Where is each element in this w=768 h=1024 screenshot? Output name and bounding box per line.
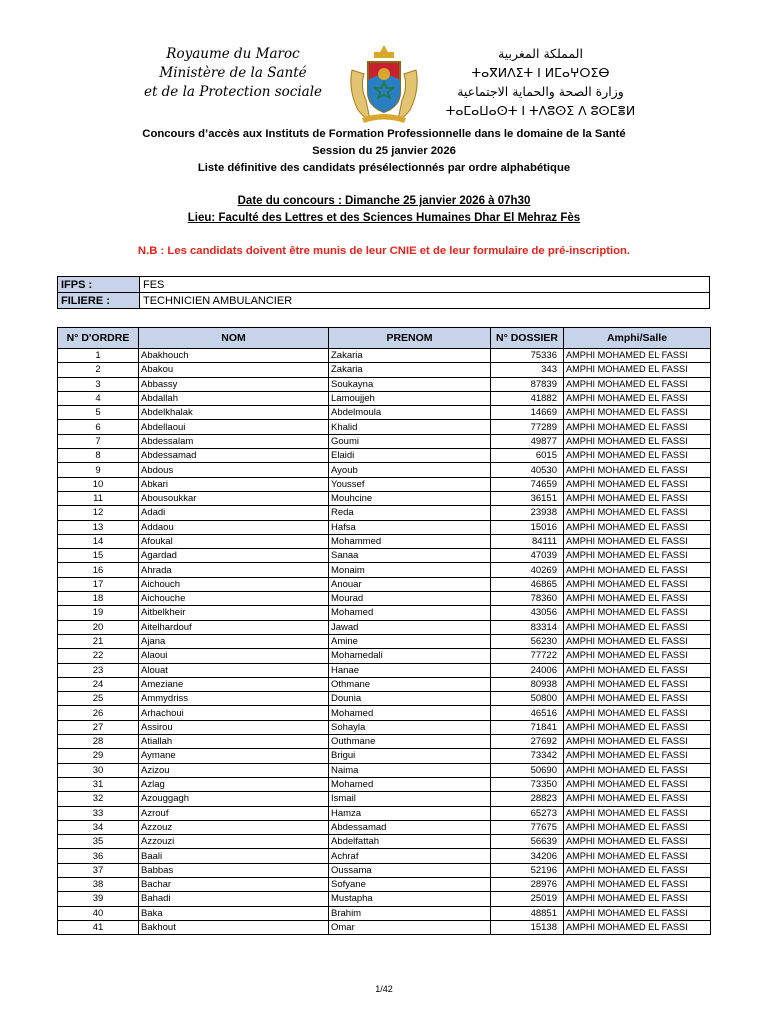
order-cell: 26 bbox=[58, 706, 139, 720]
nom-cell: Azouggagh bbox=[139, 792, 329, 806]
order-cell: 33 bbox=[58, 806, 139, 820]
prenom-cell: Jawad bbox=[329, 620, 491, 634]
order-cell: 32 bbox=[58, 792, 139, 806]
prenom-cell: Khalid bbox=[329, 420, 491, 434]
nom-cell: Azzouz bbox=[139, 820, 329, 834]
nom-cell: Alaoui bbox=[139, 649, 329, 663]
nom-cell: Ajana bbox=[139, 634, 329, 648]
prenom-cell: Zakaria bbox=[329, 363, 491, 377]
order-cell: 37 bbox=[58, 863, 139, 877]
nom-cell: Azizou bbox=[139, 763, 329, 777]
dossier-cell: 65273 bbox=[491, 806, 564, 820]
nom-cell: Azlag bbox=[139, 777, 329, 791]
salle-cell: AMPHI MOHAMED EL FASSI bbox=[564, 563, 711, 577]
order-cell: 35 bbox=[58, 835, 139, 849]
salle-cell: AMPHI MOHAMED EL FASSI bbox=[564, 649, 711, 663]
table-row bbox=[58, 506, 711, 520]
table-row bbox=[58, 763, 711, 777]
ministry-name-arabic-amazigh bbox=[438, 44, 643, 120]
salle-cell: AMPHI MOHAMED EL FASSI bbox=[564, 749, 711, 763]
nom-cell: Abdous bbox=[139, 463, 329, 477]
order-cell: 12 bbox=[58, 506, 139, 520]
order-cell: 36 bbox=[58, 849, 139, 863]
dossier-cell: 78360 bbox=[491, 592, 564, 606]
salle-cell: AMPHI MOHAMED EL FASSI bbox=[564, 663, 711, 677]
title-line: Liste définitive des candidats présélectionnés par ordre alphabétique bbox=[197, 162, 571, 174]
dossier-cell: 15138 bbox=[491, 920, 564, 934]
table-row bbox=[58, 563, 711, 577]
dossier-cell: 56230 bbox=[491, 634, 564, 648]
table-row bbox=[58, 377, 711, 391]
prenom-cell: Sanaa bbox=[329, 549, 491, 563]
info-table bbox=[57, 276, 710, 309]
table-row bbox=[58, 820, 711, 834]
prenom-cell: Soukayna bbox=[329, 377, 491, 391]
nom-cell: Bahadi bbox=[139, 892, 329, 906]
nom-cell: Abdessalam bbox=[139, 434, 329, 448]
nom-cell: Aichouche bbox=[139, 592, 329, 606]
table-row bbox=[58, 434, 711, 448]
dossier-cell: 73342 bbox=[491, 749, 564, 763]
nom-cell: Abakou bbox=[139, 363, 329, 377]
order-cell: 29 bbox=[58, 749, 139, 763]
prenom-cell: Mohamedali bbox=[329, 649, 491, 663]
table-row bbox=[58, 906, 711, 920]
header-line: ⵜⴰⴳⵍⴷⵉⵜ ⵏ ⵍⵎⴰⵖⵔⵉⴱ bbox=[471, 65, 610, 80]
prenom-cell: Oussama bbox=[329, 863, 491, 877]
table-row bbox=[58, 577, 711, 591]
nom-cell: Addaou bbox=[139, 520, 329, 534]
prenom-cell: Mohamed bbox=[329, 706, 491, 720]
salle-cell: AMPHI MOHAMED EL FASSI bbox=[564, 920, 711, 934]
column-header: PRENOM bbox=[329, 328, 491, 349]
header-line: وزارة الصحة والحماية الاجتماعية bbox=[457, 84, 624, 99]
salle-cell: AMPHI MOHAMED EL FASSI bbox=[564, 592, 711, 606]
salle-cell: AMPHI MOHAMED EL FASSI bbox=[564, 534, 711, 548]
salle-cell: AMPHI MOHAMED EL FASSI bbox=[564, 677, 711, 691]
order-cell: 40 bbox=[58, 906, 139, 920]
table-row bbox=[58, 877, 711, 891]
table-row bbox=[58, 677, 711, 691]
table-row bbox=[58, 534, 711, 548]
salle-cell: AMPHI MOHAMED EL FASSI bbox=[564, 906, 711, 920]
nom-cell: Abbassy bbox=[139, 377, 329, 391]
order-cell: 2 bbox=[58, 363, 139, 377]
prenom-cell: Ayoub bbox=[329, 463, 491, 477]
table-row bbox=[58, 549, 711, 563]
salle-cell: AMPHI MOHAMED EL FASSI bbox=[564, 434, 711, 448]
header-line: ⵜⴰⵎⴰⵡⴰⵙⵜ ⵏ ⵜⴷⵓⵙⵉ ⴷ ⵓⵙⵎⴻⵍ bbox=[445, 103, 636, 118]
order-cell: 34 bbox=[58, 820, 139, 834]
table-row bbox=[58, 634, 711, 648]
order-cell: 14 bbox=[58, 534, 139, 548]
order-cell: 24 bbox=[58, 677, 139, 691]
prenom-cell: Mustapha bbox=[329, 892, 491, 906]
nom-cell: Baka bbox=[139, 906, 329, 920]
table-row bbox=[58, 463, 711, 477]
dossier-cell: 77675 bbox=[491, 820, 564, 834]
prenom-cell: Mourad bbox=[329, 592, 491, 606]
header-line: Ministère de la Santé bbox=[159, 65, 307, 81]
order-cell: 1 bbox=[58, 349, 139, 363]
nom-cell: Arhachoui bbox=[139, 706, 329, 720]
order-cell: 16 bbox=[58, 563, 139, 577]
order-cell: 8 bbox=[58, 449, 139, 463]
order-cell: 9 bbox=[58, 463, 139, 477]
order-cell: 22 bbox=[58, 649, 139, 663]
order-cell: 31 bbox=[58, 777, 139, 791]
dossier-cell: 24006 bbox=[491, 663, 564, 677]
salle-cell: AMPHI MOHAMED EL FASSI bbox=[564, 620, 711, 634]
order-cell: 38 bbox=[58, 877, 139, 891]
table-row bbox=[58, 620, 711, 634]
order-cell: 17 bbox=[58, 577, 139, 591]
dossier-cell: 49877 bbox=[491, 434, 564, 448]
salle-cell: AMPHI MOHAMED EL FASSI bbox=[564, 863, 711, 877]
ifps-value: FES bbox=[140, 277, 710, 293]
page-number: 1/42 bbox=[375, 984, 393, 994]
table-row bbox=[58, 749, 711, 763]
salle-cell: AMPHI MOHAMED EL FASSI bbox=[564, 463, 711, 477]
dossier-cell: 80938 bbox=[491, 677, 564, 691]
dossier-cell: 87839 bbox=[491, 377, 564, 391]
dossier-cell: 15016 bbox=[491, 520, 564, 534]
table-row bbox=[58, 792, 711, 806]
prenom-cell: Reda bbox=[329, 506, 491, 520]
table-row bbox=[58, 491, 711, 505]
prenom-cell: Elaidi bbox=[329, 449, 491, 463]
dossier-cell: 46865 bbox=[491, 577, 564, 591]
order-cell: 3 bbox=[58, 377, 139, 391]
dossier-cell: 47039 bbox=[491, 549, 564, 563]
table-row bbox=[58, 892, 711, 906]
salle-cell: AMPHI MOHAMED EL FASSI bbox=[564, 634, 711, 648]
salle-cell: AMPHI MOHAMED EL FASSI bbox=[564, 520, 711, 534]
prenom-cell: Sohayla bbox=[329, 720, 491, 734]
table-row bbox=[58, 663, 711, 677]
nom-cell: Agardad bbox=[139, 549, 329, 563]
salle-cell: AMPHI MOHAMED EL FASSI bbox=[564, 720, 711, 734]
header-line: Royaume du Maroc bbox=[166, 46, 300, 62]
salle-cell: AMPHI MOHAMED EL FASSI bbox=[564, 349, 711, 363]
table-row bbox=[58, 391, 711, 405]
salle-cell: AMPHI MOHAMED EL FASSI bbox=[564, 777, 711, 791]
nom-cell: Bakhout bbox=[139, 920, 329, 934]
dossier-cell: 6015 bbox=[491, 449, 564, 463]
nom-cell: Assirou bbox=[139, 720, 329, 734]
nom-cell: Abousoukkar bbox=[139, 491, 329, 505]
exam-info bbox=[0, 193, 768, 227]
header-line: et de la Protection sociale bbox=[143, 84, 323, 100]
prenom-cell: Mouhcine bbox=[329, 491, 491, 505]
table-row bbox=[58, 777, 711, 791]
title-line: Concours d’accès aux Instituts de Formation Professionnelle dans le domaine de la Santé bbox=[142, 128, 626, 140]
prenom-cell: Outhmane bbox=[329, 735, 491, 749]
order-cell: 23 bbox=[58, 663, 139, 677]
prenom-cell: Mohamed bbox=[329, 606, 491, 620]
prenom-cell: Hamza bbox=[329, 806, 491, 820]
dossier-cell: 52196 bbox=[491, 863, 564, 877]
prenom-cell: Dounia bbox=[329, 692, 491, 706]
table-row bbox=[58, 520, 711, 534]
prenom-cell: Youssef bbox=[329, 477, 491, 491]
nom-cell: Alouat bbox=[139, 663, 329, 677]
dossier-cell: 75336 bbox=[491, 349, 564, 363]
salle-cell: AMPHI MOHAMED EL FASSI bbox=[564, 763, 711, 777]
table-row bbox=[58, 706, 711, 720]
prenom-cell: Zakaria bbox=[329, 349, 491, 363]
prenom-cell: Abdessamad bbox=[329, 820, 491, 834]
order-cell: 28 bbox=[58, 735, 139, 749]
column-header: N° DOSSIER bbox=[491, 328, 564, 349]
dossier-cell: 40269 bbox=[491, 563, 564, 577]
salle-cell: AMPHI MOHAMED EL FASSI bbox=[564, 477, 711, 491]
order-cell: 20 bbox=[58, 620, 139, 634]
nom-cell: Aitelhardouf bbox=[139, 620, 329, 634]
nom-cell: Abdelkhalak bbox=[139, 406, 329, 420]
salle-cell: AMPHI MOHAMED EL FASSI bbox=[564, 377, 711, 391]
table-row bbox=[58, 406, 711, 420]
nom-cell: Babbas bbox=[139, 863, 329, 877]
prenom-cell: Anouar bbox=[329, 577, 491, 591]
order-cell: 4 bbox=[58, 391, 139, 405]
dossier-cell: 34206 bbox=[491, 849, 564, 863]
prenom-cell: Amine bbox=[329, 634, 491, 648]
prenom-cell: Abdelmoula bbox=[329, 406, 491, 420]
salle-cell: AMPHI MOHAMED EL FASSI bbox=[564, 706, 711, 720]
dossier-cell: 83314 bbox=[491, 620, 564, 634]
table-row bbox=[58, 735, 711, 749]
dossier-cell: 28823 bbox=[491, 792, 564, 806]
salle-cell: AMPHI MOHAMED EL FASSI bbox=[564, 363, 711, 377]
nom-cell: Aichouch bbox=[139, 577, 329, 591]
table-row bbox=[58, 420, 711, 434]
prenom-cell: Mohammed bbox=[329, 534, 491, 548]
exam-location: Lieu: Faculté des Lettres et des Sciences Humaines Dhar El Mehraz Fès bbox=[187, 212, 581, 224]
prenom-cell: Abdelfattah bbox=[329, 835, 491, 849]
coat-of-arms-icon bbox=[344, 40, 424, 124]
prenom-cell: Brigui bbox=[329, 749, 491, 763]
salle-cell: AMPHI MOHAMED EL FASSI bbox=[564, 449, 711, 463]
prenom-cell: Naima bbox=[329, 763, 491, 777]
notice-text: N.B : Les candidats doivent être munis de leur CNIE et de leur formulaire de pré-inscription. bbox=[137, 245, 631, 257]
nom-cell: Aitbelkheir bbox=[139, 606, 329, 620]
document-titles bbox=[0, 126, 768, 177]
salle-cell: AMPHI MOHAMED EL FASSI bbox=[564, 877, 711, 891]
salle-cell: AMPHI MOHAMED EL FASSI bbox=[564, 506, 711, 520]
prenom-cell: Goumi bbox=[329, 434, 491, 448]
salle-cell: AMPHI MOHAMED EL FASSI bbox=[564, 692, 711, 706]
dossier-cell: 71841 bbox=[491, 720, 564, 734]
salle-cell: AMPHI MOHAMED EL FASSI bbox=[564, 577, 711, 591]
dossier-cell: 48851 bbox=[491, 906, 564, 920]
table-row bbox=[58, 863, 711, 877]
nom-cell: Abdellaoui bbox=[139, 420, 329, 434]
order-cell: 39 bbox=[58, 892, 139, 906]
table-header-row bbox=[58, 328, 711, 349]
salle-cell: AMPHI MOHAMED EL FASSI bbox=[564, 549, 711, 563]
order-cell: 13 bbox=[58, 520, 139, 534]
table-row bbox=[58, 849, 711, 863]
dossier-cell: 23938 bbox=[491, 506, 564, 520]
salle-cell: AMPHI MOHAMED EL FASSI bbox=[564, 849, 711, 863]
info-row bbox=[58, 277, 710, 293]
dossier-cell: 28976 bbox=[491, 877, 564, 891]
prenom-cell: Hanae bbox=[329, 663, 491, 677]
filiere-value: TECHNICIEN AMBULANCIER bbox=[140, 293, 710, 309]
filiere-label: FILIERE : bbox=[58, 293, 140, 309]
order-cell: 21 bbox=[58, 634, 139, 648]
prenom-cell: Mohamed bbox=[329, 777, 491, 791]
dossier-cell: 41882 bbox=[491, 391, 564, 405]
prenom-cell: Monaim bbox=[329, 563, 491, 577]
title-line: Session du 25 janvier 2026 bbox=[312, 145, 456, 157]
order-cell: 19 bbox=[58, 606, 139, 620]
order-cell: 11 bbox=[58, 491, 139, 505]
exam-date: Date du concours : Dimanche 25 janvier 2026 à 07h30 bbox=[237, 195, 531, 207]
column-header: N° D'ORDRE bbox=[58, 328, 139, 349]
salle-cell: AMPHI MOHAMED EL FASSI bbox=[564, 491, 711, 505]
column-header: Amphi/Salle bbox=[564, 328, 711, 349]
prenom-cell: Hafsa bbox=[329, 520, 491, 534]
order-cell: 15 bbox=[58, 549, 139, 563]
dossier-cell: 77289 bbox=[491, 420, 564, 434]
order-cell: 5 bbox=[58, 406, 139, 420]
order-cell: 6 bbox=[58, 420, 139, 434]
salle-cell: AMPHI MOHAMED EL FASSI bbox=[564, 806, 711, 820]
salle-cell: AMPHI MOHAMED EL FASSI bbox=[564, 406, 711, 420]
table-row bbox=[58, 720, 711, 734]
table-row bbox=[58, 835, 711, 849]
table-row bbox=[58, 606, 711, 620]
nom-cell: Azzouzi bbox=[139, 835, 329, 849]
salle-cell: AMPHI MOHAMED EL FASSI bbox=[564, 606, 711, 620]
salle-cell: AMPHI MOHAMED EL FASSI bbox=[564, 391, 711, 405]
dossier-cell: 25019 bbox=[491, 892, 564, 906]
table-row bbox=[58, 920, 711, 934]
nom-cell: Atiallah bbox=[139, 735, 329, 749]
dossier-cell: 73350 bbox=[491, 777, 564, 791]
salle-cell: AMPHI MOHAMED EL FASSI bbox=[564, 792, 711, 806]
prenom-cell: Brahim bbox=[329, 906, 491, 920]
table-row bbox=[58, 692, 711, 706]
nom-cell: Abkari bbox=[139, 477, 329, 491]
nom-cell: Ammydriss bbox=[139, 692, 329, 706]
dossier-cell: 77722 bbox=[491, 649, 564, 663]
dossier-cell: 84111 bbox=[491, 534, 564, 548]
dossier-cell: 56639 bbox=[491, 835, 564, 849]
salle-cell: AMPHI MOHAMED EL FASSI bbox=[564, 735, 711, 749]
info-row bbox=[58, 293, 710, 309]
nom-cell: Ahrada bbox=[139, 563, 329, 577]
order-cell: 30 bbox=[58, 763, 139, 777]
table-row bbox=[58, 806, 711, 820]
salle-cell: AMPHI MOHAMED EL FASSI bbox=[564, 820, 711, 834]
dossier-cell: 43056 bbox=[491, 606, 564, 620]
order-cell: 25 bbox=[58, 692, 139, 706]
table-row bbox=[58, 477, 711, 491]
table-row bbox=[58, 363, 711, 377]
nom-cell: Abdallah bbox=[139, 391, 329, 405]
table-row bbox=[58, 449, 711, 463]
ministry-name-french bbox=[128, 45, 338, 102]
dossier-cell: 40530 bbox=[491, 463, 564, 477]
prenom-cell: Omar bbox=[329, 920, 491, 934]
dossier-cell: 50690 bbox=[491, 763, 564, 777]
nom-cell: Abdessamad bbox=[139, 449, 329, 463]
dossier-cell: 27692 bbox=[491, 735, 564, 749]
dossier-cell: 36151 bbox=[491, 491, 564, 505]
prenom-cell: Ismail bbox=[329, 792, 491, 806]
dossier-cell: 46516 bbox=[491, 706, 564, 720]
column-header: NOM bbox=[139, 328, 329, 349]
prenom-cell: Achraf bbox=[329, 849, 491, 863]
table-row bbox=[58, 592, 711, 606]
prenom-cell: Sofyane bbox=[329, 877, 491, 891]
dossier-cell: 74659 bbox=[491, 477, 564, 491]
nom-cell: Adadi bbox=[139, 506, 329, 520]
nom-cell: Abakhouch bbox=[139, 349, 329, 363]
header-line: المملكة المغربية bbox=[498, 46, 583, 61]
dossier-cell: 343 bbox=[491, 363, 564, 377]
table-row bbox=[58, 349, 711, 363]
ifps-label: IFPS : bbox=[58, 277, 140, 293]
order-cell: 18 bbox=[58, 592, 139, 606]
nom-cell: Aymane bbox=[139, 749, 329, 763]
dossier-cell: 50800 bbox=[491, 692, 564, 706]
table-row bbox=[58, 649, 711, 663]
nom-cell: Bachar bbox=[139, 877, 329, 891]
prenom-cell: Othmane bbox=[329, 677, 491, 691]
nom-cell: Afoukal bbox=[139, 534, 329, 548]
candidates-table bbox=[57, 327, 711, 935]
order-cell: 27 bbox=[58, 720, 139, 734]
salle-cell: AMPHI MOHAMED EL FASSI bbox=[564, 892, 711, 906]
order-cell: 10 bbox=[58, 477, 139, 491]
nom-cell: Baali bbox=[139, 849, 329, 863]
nom-cell: Azrouf bbox=[139, 806, 329, 820]
order-cell: 7 bbox=[58, 434, 139, 448]
salle-cell: AMPHI MOHAMED EL FASSI bbox=[564, 420, 711, 434]
nom-cell: Ameziane bbox=[139, 677, 329, 691]
prenom-cell: Lamoujjeh bbox=[329, 391, 491, 405]
salle-cell: AMPHI MOHAMED EL FASSI bbox=[564, 835, 711, 849]
dossier-cell: 14669 bbox=[491, 406, 564, 420]
order-cell: 41 bbox=[58, 920, 139, 934]
